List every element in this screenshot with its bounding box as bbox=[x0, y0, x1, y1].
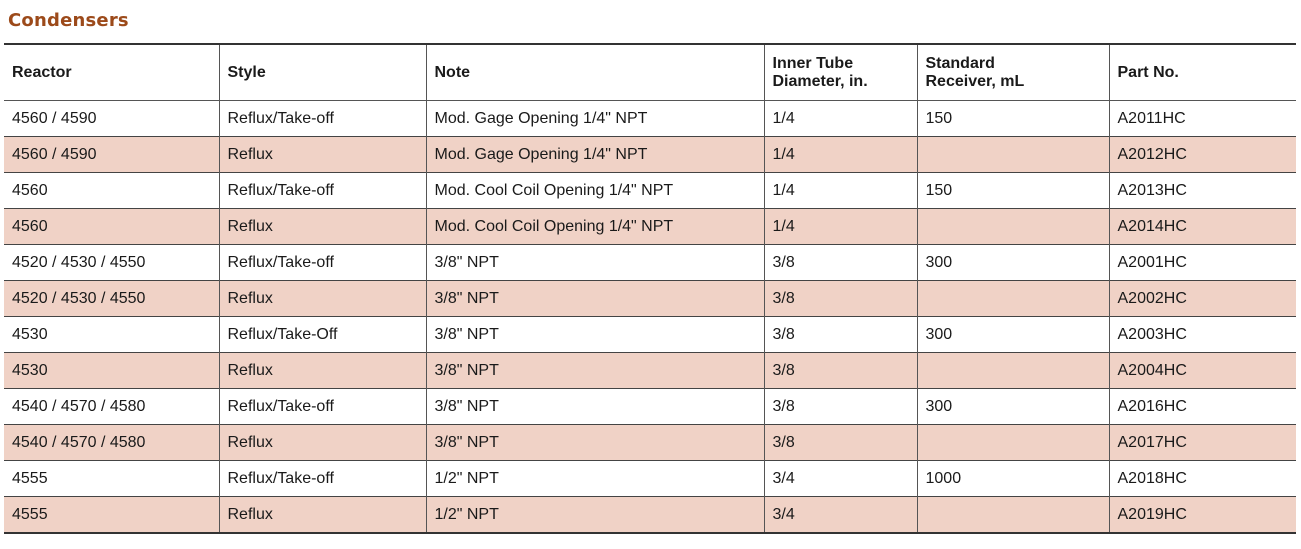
cell-inner-tube-diameter: 3/8 bbox=[764, 353, 917, 389]
header-style bbox=[219, 44, 426, 101]
cell-style: Reflux bbox=[219, 209, 426, 245]
cell-inner-tube-diameter: 3/8 bbox=[764, 245, 917, 281]
cell-inner-tube-diameter: 1/4 bbox=[764, 101, 917, 137]
cell-part-no: A2003HC bbox=[1109, 317, 1296, 353]
cell-inner-tube-diameter: 3/8 bbox=[764, 281, 917, 317]
table-row bbox=[4, 245, 1296, 281]
table-row bbox=[4, 173, 1296, 209]
cell-part-no: A2014HC bbox=[1109, 209, 1296, 245]
cell-standard-receiver bbox=[917, 281, 1109, 317]
cell-standard-receiver bbox=[917, 353, 1109, 389]
cell-reactor: 4560 / 4590 bbox=[12, 109, 97, 127]
cell-note: 1/2" NPT bbox=[426, 461, 764, 497]
header-part-no bbox=[1109, 44, 1296, 101]
cell-inner-tube-diameter: 1/4 bbox=[764, 209, 917, 245]
header-inner-tube-diameter bbox=[764, 44, 917, 101]
cell-standard-receiver bbox=[917, 137, 1109, 173]
table-row bbox=[4, 101, 1296, 137]
cell-inner-tube-diameter: 3/8 bbox=[764, 389, 917, 425]
table-row bbox=[4, 461, 1296, 497]
header-note-text: Note bbox=[434, 63, 471, 81]
cell-style: Reflux/Take-off bbox=[219, 173, 426, 209]
cell-style: Reflux bbox=[219, 497, 426, 534]
cell-note: Mod. Gage Opening 1/4" NPT bbox=[426, 137, 764, 173]
cell-standard-receiver bbox=[917, 497, 1109, 534]
cell-standard-receiver: 1000 bbox=[917, 461, 1109, 497]
cell-reactor: 4520 / 4530 / 4550 bbox=[4, 281, 219, 317]
cell-inner-tube-diameter: 1/4 bbox=[764, 173, 917, 209]
cell-note: Mod. Cool Coil Opening 1/4" NPT bbox=[426, 209, 764, 245]
cell-reactor: 4560 / 4590 bbox=[4, 137, 219, 173]
header-note bbox=[426, 44, 764, 101]
cell-reactor: 4540 / 4570 / 4580 bbox=[4, 389, 219, 425]
cell-part-no: A2001HC bbox=[1109, 245, 1296, 281]
cell-style: Reflux/Take-off bbox=[219, 101, 426, 137]
cell-style: Reflux bbox=[219, 281, 426, 317]
table-row bbox=[4, 281, 1296, 317]
header-receiver-line1: Standard bbox=[925, 54, 995, 72]
cell-inner-tube-diameter: 3/8 bbox=[764, 425, 917, 461]
cell-note: 1/2" NPT bbox=[426, 497, 764, 534]
cell-part-no: A2013HC bbox=[1109, 173, 1296, 209]
header-reactor bbox=[4, 44, 219, 101]
table-row bbox=[4, 317, 1296, 353]
header-reactor-text: Reactor bbox=[12, 63, 72, 81]
cell-style: Reflux/Take-off bbox=[219, 245, 426, 281]
cell-part-no: A2004HC bbox=[1109, 353, 1296, 389]
cell-standard-receiver: 150 bbox=[917, 173, 1109, 209]
cell-reactor: 4555 bbox=[4, 461, 219, 497]
cell-inner-tube-diameter: 1/4 bbox=[764, 137, 917, 173]
cell-style: Reflux/Take-Off bbox=[219, 317, 426, 353]
cell-reactor: 4560 bbox=[4, 173, 219, 209]
cell-reactor: 4560 bbox=[4, 209, 219, 245]
cell-note: Mod. Gage Opening 1/4" NPT bbox=[426, 101, 764, 137]
condensers-table bbox=[4, 43, 1296, 534]
cell-part-no: A2019HC bbox=[1109, 497, 1296, 534]
cell-reactor: 4530 bbox=[4, 353, 219, 389]
cell-style: Reflux bbox=[219, 353, 426, 389]
cell-part-no: A2011HC bbox=[1109, 101, 1296, 137]
cell-inner-tube-diameter: 3/8 bbox=[764, 317, 917, 353]
cell-standard-receiver: 300 bbox=[917, 245, 1109, 281]
table-body bbox=[4, 101, 1296, 534]
cell-reactor: 4520 / 4530 / 4550 bbox=[4, 245, 219, 281]
header-standard-receiver bbox=[917, 44, 1109, 101]
header-inner-tube-line1: Inner Tube bbox=[772, 54, 854, 72]
table-row bbox=[4, 353, 1296, 389]
header-style-text: Style bbox=[227, 63, 266, 81]
cell-note: 3/8" NPT bbox=[426, 281, 764, 317]
table-row bbox=[4, 389, 1296, 425]
table-row bbox=[4, 497, 1296, 534]
cell-note: Mod. Cool Coil Opening 1/4" NPT bbox=[426, 173, 764, 209]
cell-note: 3/8" NPT bbox=[426, 389, 764, 425]
cell-style: Reflux bbox=[219, 137, 426, 173]
header-inner-tube-line2: Diameter, in. bbox=[772, 72, 868, 90]
header-part-no-text: Part No. bbox=[1117, 63, 1179, 81]
cell-part-no: A2016HC bbox=[1109, 389, 1296, 425]
table-row bbox=[4, 425, 1296, 461]
cell-standard-receiver bbox=[917, 209, 1109, 245]
cell-note: 3/8" NPT bbox=[426, 245, 764, 281]
cell-part-no: A2002HC bbox=[1109, 281, 1296, 317]
header-row bbox=[4, 44, 1296, 101]
cell-reactor: 4555 bbox=[4, 497, 219, 534]
cell-part-no: A2018HC bbox=[1109, 461, 1296, 497]
cell-reactor: 4530 bbox=[4, 317, 219, 353]
cell-style: Reflux/Take-off bbox=[219, 461, 426, 497]
table-row bbox=[4, 137, 1296, 173]
table-row bbox=[4, 209, 1296, 245]
cell-part-no: A2017HC bbox=[1109, 425, 1296, 461]
cell-part-no: A2012HC bbox=[1109, 137, 1296, 173]
page-title: Condensers bbox=[8, 10, 129, 31]
cell-note: 3/8" NPT bbox=[426, 425, 764, 461]
cell-inner-tube-diameter: 3/4 bbox=[764, 461, 917, 497]
cell-note: 3/8" NPT bbox=[426, 317, 764, 353]
cell-standard-receiver: 300 bbox=[917, 317, 1109, 353]
cell-standard-receiver bbox=[917, 425, 1109, 461]
cell-standard-receiver: 300 bbox=[917, 389, 1109, 425]
table-header bbox=[4, 44, 1296, 101]
cell-inner-tube-diameter: 3/4 bbox=[764, 497, 917, 534]
cell-style: Reflux/Take-off bbox=[219, 389, 426, 425]
cell-standard-receiver: 150 bbox=[917, 101, 1109, 137]
cell-reactor: 4540 / 4570 / 4580 bbox=[4, 425, 219, 461]
header-receiver-line2: Receiver, mL bbox=[925, 72, 1025, 90]
cell-style: Reflux bbox=[219, 425, 426, 461]
cell-note: 3/8" NPT bbox=[426, 353, 764, 389]
